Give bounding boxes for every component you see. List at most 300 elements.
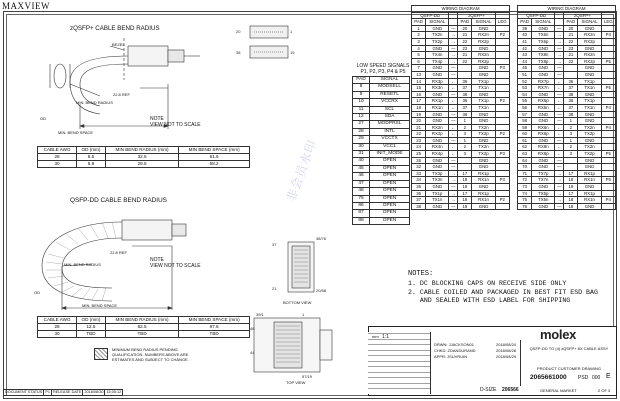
table-cell: 2: [458, 144, 472, 151]
table-header: PAD: [412, 19, 426, 26]
table-cell: GND: [532, 71, 555, 78]
drawn-date: 2018/08/24: [496, 342, 517, 347]
table-cell: [495, 38, 509, 45]
table-cell: 37: [458, 85, 472, 92]
table-cell: 62: [518, 144, 532, 151]
table-header: SIGNAL: [426, 19, 449, 26]
table-cell: 2: [564, 124, 578, 131]
table-cell: ←: [555, 124, 564, 131]
table-row: [412, 98, 510, 105]
table-row: [412, 45, 510, 52]
table-cell: —: [449, 184, 458, 191]
table-cell: 55: [518, 98, 532, 105]
table-cell: RX2p: [578, 38, 601, 45]
table-cell: TX6p: [532, 38, 555, 45]
table-cell: [458, 71, 472, 78]
table-cell: 59: [518, 124, 532, 131]
table-row: [412, 52, 510, 59]
table-row: [353, 173, 410, 180]
table-cell: TX2p: [426, 38, 449, 45]
table-cell: GND: [472, 184, 495, 191]
table-cell: [601, 91, 615, 98]
table-cell: 19: [412, 111, 426, 118]
table-cell: —: [449, 164, 458, 171]
table-cell: ←: [555, 78, 564, 85]
table-row: [353, 151, 410, 158]
table-cell: 2: [564, 144, 578, 151]
table-cell: [495, 45, 509, 52]
table-cell: 40: [518, 32, 532, 39]
table-cell: 36: [412, 190, 426, 197]
table-cell: RX4n: [426, 144, 449, 151]
table-cell: P3: [495, 177, 509, 184]
wiring-left-group-b: zQSFP+: [458, 12, 495, 19]
table-cell: 3: [412, 38, 426, 45]
table-cell: 18: [564, 177, 578, 184]
table-cell: TX6n: [532, 32, 555, 39]
table-cell: ←: [555, 131, 564, 138]
table-cell: GND: [578, 184, 601, 191]
table-header: PAD: [458, 19, 472, 26]
table-cell: [601, 164, 615, 171]
table-cell: TX1p: [578, 98, 601, 105]
table-cell: 13: [412, 71, 426, 78]
table-cell: TX2p: [472, 131, 495, 138]
table-cell: RESETL: [370, 91, 410, 98]
table-cell: 42: [518, 45, 532, 52]
table-cell: 29.5: [105, 161, 178, 168]
table-cell: 41: [518, 38, 532, 45]
table-cell: 73: [518, 184, 532, 191]
table-cell: GND: [426, 118, 449, 125]
table-cell: 38: [458, 91, 472, 98]
table-header: SIGNAL: [532, 19, 555, 26]
table-cell: GND: [532, 184, 555, 191]
table-cell: GND: [426, 45, 449, 52]
table-cell: 18: [458, 197, 472, 204]
table-cell: 1: [564, 118, 578, 125]
table-cell: →: [555, 32, 564, 39]
table-row: [412, 111, 510, 118]
table-cell: 31: [353, 151, 370, 158]
table-row: [353, 217, 410, 224]
table-cell: 64: [518, 157, 532, 164]
doc-number-small: 206566: [502, 387, 519, 393]
table-cell: [564, 157, 578, 164]
wiring-right-group-a: QSFP-DD: [518, 12, 555, 19]
table-row: [353, 128, 410, 135]
notes-title: NOTES:: [408, 270, 434, 278]
table-row: [412, 91, 510, 98]
table-cell: →: [555, 52, 564, 59]
drawing-description: QSFP-DD TO (4) zQSFP+ 8X CABLE ASSY: [529, 346, 609, 351]
table-cell: 36: [458, 78, 472, 85]
part-number: 2065661000: [530, 374, 567, 381]
table-cell: →: [555, 177, 564, 184]
table-cell: RX2p: [578, 58, 601, 65]
table-cell: GND: [426, 137, 449, 144]
table-cell: —: [449, 45, 458, 52]
table-row: [412, 144, 510, 151]
table-cell: 54: [518, 91, 532, 98]
table-header: LEG: [495, 19, 509, 26]
table-cell: 75: [353, 195, 370, 202]
table-cell: P2: [495, 131, 509, 138]
table-cell: [495, 111, 509, 118]
table-cell: 24: [412, 144, 426, 151]
table-cell: 19: [564, 203, 578, 210]
table-cell: 61.6: [179, 154, 250, 161]
table-row: [412, 184, 510, 191]
qsfpdd-note: NOTE VIEW NOT TO SCALE: [150, 257, 201, 269]
wiring-right-group-b: zQSFP+: [564, 12, 601, 19]
table-cell: 38: [564, 91, 578, 98]
table-cell: GND: [532, 137, 555, 144]
table-cell: TX2p: [578, 151, 601, 158]
table-cell: ←: [449, 151, 458, 158]
table-cell: —: [555, 184, 564, 191]
table-cell: 45: [353, 165, 370, 172]
table-cell: 1: [564, 137, 578, 144]
table-cell: TX1n: [578, 85, 601, 92]
table-cell: —: [555, 65, 564, 72]
drawn-by: DRWN: JJACKSON01: [434, 342, 474, 347]
table-cell: [495, 104, 509, 111]
units: mm: [372, 334, 379, 339]
scale-cell: [372, 334, 389, 340]
wiring-right-title: WIRING DIAGRAM: [518, 6, 616, 13]
table-row: [353, 136, 410, 143]
table-cell: [495, 78, 509, 85]
table-row: [412, 85, 510, 92]
table-cell: TX4n: [426, 52, 449, 59]
table-cell: TX3n: [426, 177, 449, 184]
table-cell: [495, 157, 509, 164]
sheet-number: 2 OF 3: [598, 388, 611, 393]
table-cell: TX2n: [472, 144, 495, 151]
table-cell: [495, 164, 509, 171]
table-cell: 38: [458, 111, 472, 118]
table-cell: 9: [353, 91, 370, 98]
table-row: [412, 170, 510, 177]
qsfpdd-ref-label: 22.8 REF: [110, 250, 127, 255]
svg-text:19: 19: [290, 50, 295, 55]
table-cell: GND: [578, 157, 601, 164]
table-row: [518, 65, 616, 72]
table-row: [518, 78, 616, 85]
qsfpdd-od-label: OD: [34, 290, 40, 295]
table-cell: 58: [518, 118, 532, 125]
table-cell: —: [449, 65, 458, 72]
table-cell: GND: [426, 164, 449, 171]
table-cell: OPEN: [370, 202, 410, 209]
table-cell: —: [555, 157, 564, 164]
table-cell: [601, 184, 615, 191]
table-cell: 17: [458, 190, 472, 197]
table-cell: GND: [578, 65, 601, 72]
table-cell: 86: [353, 202, 370, 209]
table-cell: 3: [564, 131, 578, 138]
table-cell: GND: [578, 137, 601, 144]
wiring-left-group-a: QSFP-DD: [412, 12, 449, 19]
qsfpdd-min-bend-radius: MIN. BEND RADIUS: [64, 262, 101, 267]
table-cell: 47: [353, 180, 370, 187]
svg-text:20: 20: [236, 29, 241, 34]
table-header: MIN BEND SPACE (mm): [179, 317, 250, 324]
table-cell: —: [449, 157, 458, 164]
table-cell: GND: [426, 184, 449, 191]
table-cell: [458, 65, 472, 72]
table-cell: 22: [564, 58, 578, 65]
table-cell: [601, 144, 615, 151]
table-cell: 19: [564, 184, 578, 191]
table-cell: 6.5: [77, 154, 106, 161]
table-cell: P4: [601, 32, 615, 39]
table-cell: GND: [578, 203, 601, 210]
table-row: [353, 165, 410, 172]
table-row: [412, 71, 510, 78]
table-cell: GND: [472, 71, 495, 78]
pin-label: 21: [272, 286, 277, 291]
table-cell: RX6n: [532, 124, 555, 131]
table-row: [412, 157, 510, 164]
table-header: LEG: [601, 19, 615, 26]
table-row: [353, 91, 410, 98]
table-cell: OPEN: [370, 210, 410, 217]
table-header: PAD: [353, 77, 370, 84]
table-cell: [564, 71, 578, 78]
table-cell: —: [555, 164, 564, 171]
table-cell: 43: [518, 52, 532, 59]
table-row: [412, 32, 510, 39]
table-cell: [601, 137, 615, 144]
table-row: [412, 58, 510, 65]
watermark: 非会员水印: [283, 137, 320, 204]
table-cell: ←: [449, 85, 458, 92]
svg-text:38: 38: [236, 50, 241, 55]
table-cell: RX6p: [532, 131, 555, 138]
drawing-size: D-SIZE: [480, 387, 497, 393]
table-cell: [495, 124, 509, 131]
table-cell: —: [449, 111, 458, 118]
table-header: CABLE AWG: [38, 317, 77, 324]
table-row: [353, 202, 410, 209]
table-cell: 45: [518, 65, 532, 72]
table-cell: TX5n: [532, 197, 555, 204]
table-cell: →: [555, 58, 564, 65]
table-cell: 51: [518, 71, 532, 78]
table-cell: INTL: [370, 128, 410, 135]
table-cell: RX2n: [578, 32, 601, 39]
table-header: MIN BEND SPACE (mm): [179, 147, 250, 154]
table-cell: OPEN: [370, 195, 410, 202]
table-header: SIGNAL: [472, 19, 495, 26]
table-cell: 17: [564, 190, 578, 197]
qsfp-connector-views: [236, 22, 306, 64]
table-row: [353, 114, 410, 121]
table-cell: —: [449, 118, 458, 125]
table-cell: 32.5: [105, 154, 178, 161]
table-row: [518, 38, 616, 45]
table-cell: TX1n: [426, 197, 449, 204]
table-cell: GND: [532, 91, 555, 98]
table-header: SIGNAL: [578, 19, 601, 26]
table-cell: [458, 164, 472, 171]
table-cell: 1: [412, 25, 426, 32]
table-cell: 28: [38, 154, 77, 161]
pin-label: 20/58: [316, 288, 327, 293]
qsfpdd-min-bend-space: MIN. BEND SPACE: [82, 303, 118, 308]
note-2: 2. CABLE COILED AND PACKAGED IN BEST FIT ESD BAG: [408, 289, 598, 296]
table-row: [518, 131, 616, 138]
table-cell: 20: [458, 25, 472, 32]
table-cell: P4: [601, 104, 615, 111]
table-cell: P2: [495, 197, 509, 204]
table-cell: GND: [472, 118, 495, 125]
table-row: [518, 151, 616, 158]
table-row: [353, 84, 410, 91]
table-cell: RX2n: [472, 32, 495, 39]
table-cell: RX8n: [532, 144, 555, 151]
table-header: MIN BEND RADIUS (mm): [105, 317, 178, 324]
table-cell: 30: [38, 331, 77, 338]
table-cell: INIT_MODE: [370, 151, 410, 158]
table-cell: 5.9: [77, 161, 106, 168]
table-cell: P5: [601, 58, 615, 65]
table-row: [353, 195, 410, 202]
table-cell: →: [555, 38, 564, 45]
table-cell: 76: [518, 203, 532, 210]
table-row: [353, 158, 410, 165]
approved-date: 2018/08/29: [496, 354, 517, 359]
table-cell: —: [555, 118, 564, 125]
qsfp-bezel-label: BEZEL: [112, 42, 125, 47]
table-row: [518, 157, 616, 164]
table-cell: [601, 25, 615, 32]
table-cell: [601, 45, 615, 52]
table-cell: →: [449, 197, 458, 204]
doc-type: PRODUCT CUSTOMER DRAWING: [537, 366, 601, 371]
table-cell: TBD: [77, 331, 106, 338]
pending-hatch-box: [94, 348, 108, 360]
table-cell: GND: [472, 91, 495, 98]
scale: 1:1: [382, 334, 389, 340]
qsfp-ref-label: 22.8 REF: [113, 92, 130, 97]
table-cell: 3: [458, 151, 472, 158]
table-cell: GND: [472, 45, 495, 52]
pin-label: 38/76: [316, 236, 327, 241]
table-cell: 75: [518, 197, 532, 204]
table-cell: TX7p: [532, 170, 555, 177]
table-cell: RX1n: [426, 104, 449, 111]
table-cell: —: [555, 111, 564, 118]
table-cell: 22: [458, 38, 472, 45]
table-cell: [601, 190, 615, 197]
table-cell: [601, 78, 615, 85]
table-cell: [495, 118, 509, 125]
rev-letter: E: [606, 373, 611, 380]
table-cell: RX2p: [472, 58, 495, 65]
table-cell: 10: [353, 99, 370, 106]
table-cell: GND: [472, 65, 495, 72]
table-cell: RX8p: [532, 151, 555, 158]
table-cell: RX1n: [472, 177, 495, 184]
table-row: [518, 111, 616, 118]
table-cell: [495, 85, 509, 92]
table-cell: TX2n: [578, 144, 601, 151]
release-time-value: 15:05:12: [106, 390, 122, 394]
table-cell: P2: [495, 32, 509, 39]
table-cell: GND: [532, 118, 555, 125]
table-cell: 60: [518, 131, 532, 138]
table-cell: [601, 98, 615, 105]
table-cell: ←: [555, 151, 564, 158]
table-cell: GND: [578, 91, 601, 98]
table-cell: 38: [564, 111, 578, 118]
table-cell: TBD: [105, 331, 178, 338]
table-cell: RX1n: [578, 197, 601, 204]
table-cell: —: [555, 45, 564, 52]
table-header: PAD: [564, 19, 578, 26]
table-cell: 36: [458, 98, 472, 105]
release-date-value: 2018/08/30: [84, 390, 104, 394]
table-row: [518, 98, 616, 105]
table-cell: GND: [532, 164, 555, 171]
table-cell: ←: [449, 131, 458, 138]
table-cell: TX8n: [532, 52, 555, 59]
table-cell: [564, 65, 578, 72]
table-cell: 25: [412, 151, 426, 158]
table-row: [412, 118, 510, 125]
wiring-left-title: WIRING DIAGRAM: [412, 6, 510, 13]
table-row: [518, 91, 616, 98]
table-cell: →: [449, 58, 458, 65]
table-cell: [601, 52, 615, 59]
table-cell: 97.6: [179, 324, 250, 331]
table-cell: TX2p: [578, 131, 601, 138]
table-row: [412, 151, 510, 158]
table-cell: 2: [412, 32, 426, 39]
table-cell: RX2n: [578, 52, 601, 59]
table-cell: MODPRSL: [370, 121, 410, 128]
table-cell: [495, 190, 509, 197]
table-cell: TX1n: [472, 104, 495, 111]
table-cell: 8: [353, 84, 370, 91]
table-cell: →: [555, 197, 564, 204]
table-cell: —: [555, 25, 564, 32]
table-cell: 20: [412, 118, 426, 125]
table-cell: GND: [532, 157, 555, 164]
table-row: [412, 164, 510, 171]
table-cell: P2: [495, 98, 509, 105]
table-cell: TX2n: [578, 124, 601, 131]
table-cell: 44: [518, 58, 532, 65]
table-cell: [495, 52, 509, 59]
table-cell: 23: [458, 45, 472, 52]
table-cell: RX1p: [426, 98, 449, 105]
table-cell: 1: [458, 137, 472, 144]
checked-date: 2018/08/28: [496, 348, 517, 353]
table-row: [518, 164, 616, 171]
table-cell: TX1p: [426, 190, 449, 197]
table-row: [353, 180, 410, 187]
table-cell: 22: [564, 38, 578, 45]
table-cell: [495, 58, 509, 65]
pin-label: 39/1: [256, 312, 264, 317]
table-row: [518, 45, 616, 52]
table-cell: [601, 203, 615, 210]
table-cell: GND: [532, 65, 555, 72]
